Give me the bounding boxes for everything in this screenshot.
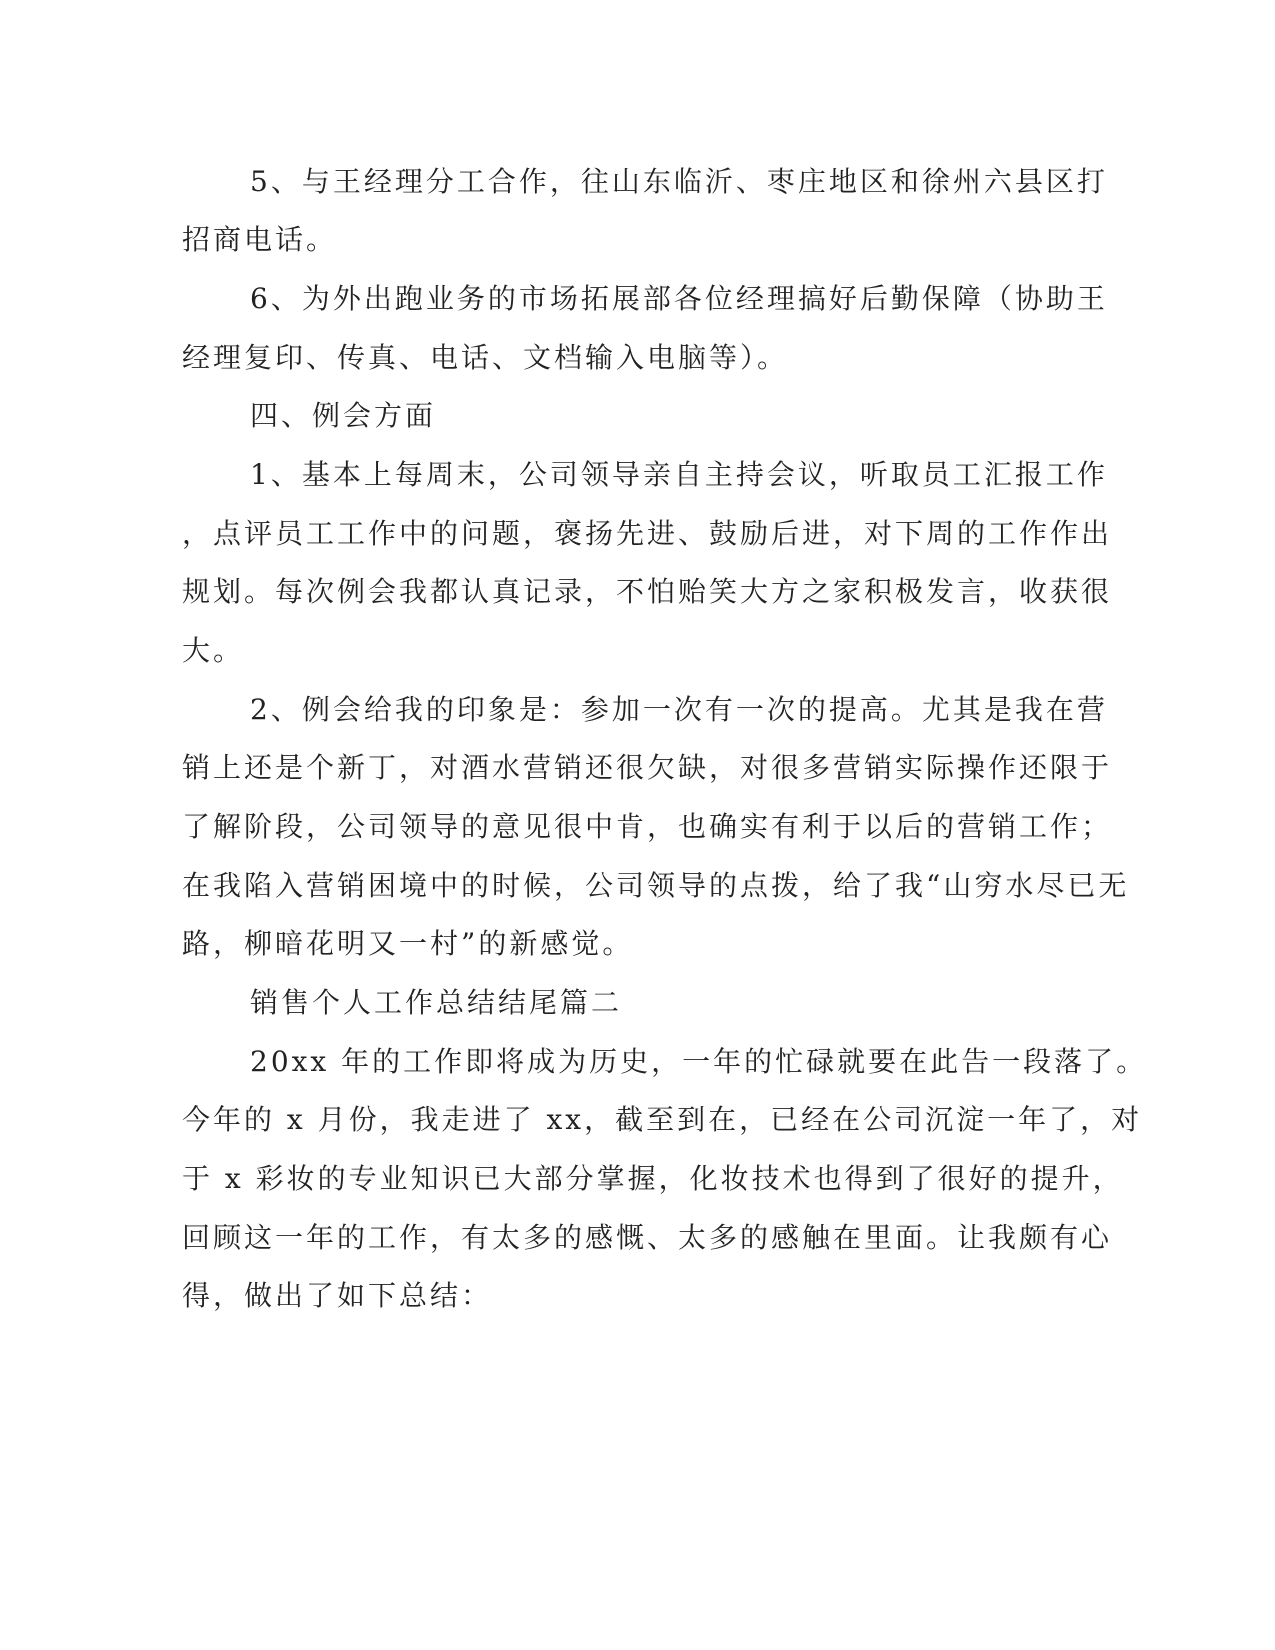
text-line: 了解阶段，公司领导的意见很中肯，也确实有利于以后的营销工作； [182, 810, 1113, 843]
text-line: 得，做出了如下总结： [182, 1279, 493, 1312]
text-line: 20xx 年的工作即将成为历史，一年的忙碌就要在此告一段落了。 [250, 1045, 1148, 1078]
section-heading: 销售个人工作总结结尾篇二 [250, 986, 623, 1019]
text-line: 6、为外出跑业务的市场拓展部各位经理搞好后勤保障（协助王 [250, 282, 1108, 315]
text-line: 1、基本上每周末，公司领导亲自主持会议，听取员工汇报工作 [250, 458, 1108, 491]
text-line: 大。 [182, 634, 245, 667]
text-line: 销上还是个新丁，对酒水营销还很欠缺，对很多营销实际操作还限于 [182, 751, 1113, 784]
text-line: ，点评员工工作中的问题，褒扬先进、鼓励后进，对下周的工作作出 [182, 517, 1113, 550]
text-line: 于 x 彩妆的专业知识已大部分掌握，化妆技术也得到了很好的提升， [182, 1162, 1124, 1195]
text-line: 回顾这一年的工作，有太多的感慨、太多的感触在里面。让我颇有心 [182, 1221, 1113, 1254]
text-line: 在我陷入营销困境中的时候，公司领导的点拨，给了我“山穷水尽已无 [182, 869, 1130, 902]
text-line: 今年的 x 月份，我走进了 xx，截至到在，已经在公司沉淀一年了，对 [182, 1103, 1143, 1136]
text-line: 招商电话。 [182, 223, 338, 256]
text-line: 2、例会给我的印象是：参加一次有一次的提高。尤其是我在营 [250, 693, 1108, 726]
text-line: 规划。每次例会我都认真记录，不怕贻笑大方之家积极发言，收获很 [182, 575, 1113, 608]
text-line: 经理复印、传真、电话、文档输入电脑等）。 [182, 341, 789, 374]
section-heading: 四、例会方面 [250, 399, 437, 432]
text-line: 路，柳暗花明又一村”的新感觉。 [182, 927, 634, 960]
text-line: 5、与王经理分工合作，往山东临沂、枣庄地区和徐州六县区打 [250, 165, 1108, 198]
